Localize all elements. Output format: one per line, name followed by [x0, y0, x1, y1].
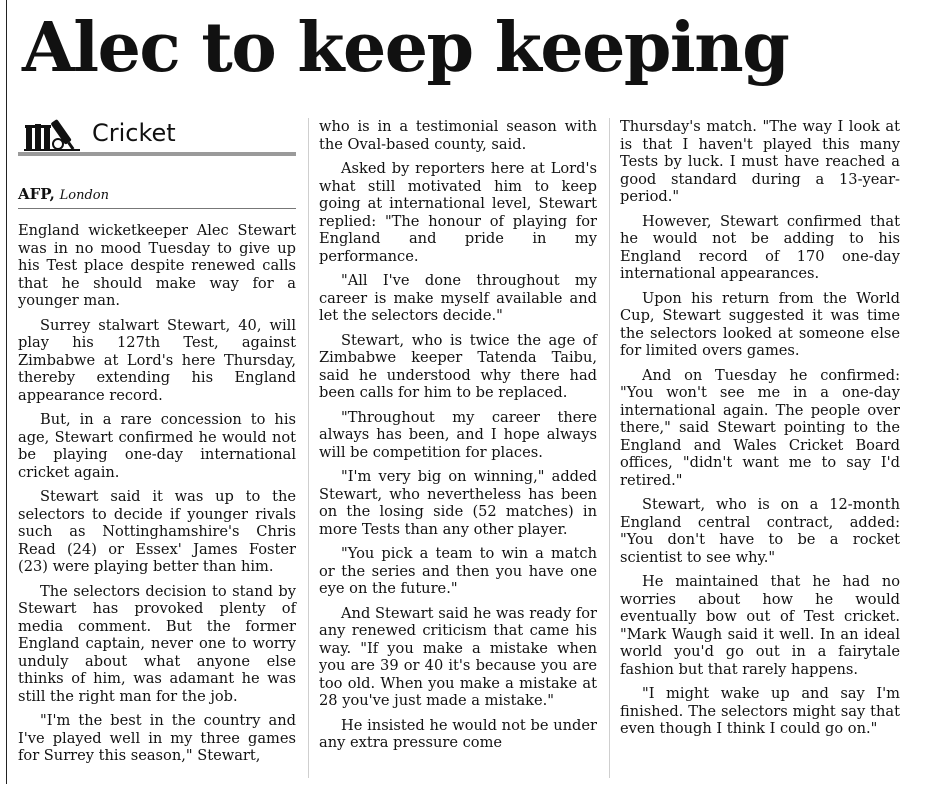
paragraph: He maintained that he had no worries about how he would eventually bow out of Test cricket. "Mark Waugh said it well. In an ideal world you'd go out in a fairytale fashion but that rarely happens.: [620, 573, 900, 678]
column-divider: [308, 118, 309, 778]
section-header: [18, 112, 296, 156]
paragraph: "You pick a team to win a match or the series and then you have one eye on the future.": [319, 545, 597, 597]
paragraph: And on Tuesday he confirmed: "You won't see me in a one-day international again. The people over there," said Stewart pointing to the England and Wales Cricket Board offices, "didn't want me to say I'd retired.": [620, 366, 900, 489]
byline: [18, 184, 109, 206]
paragraph: "All I've done throughout my career is make myself available and let the selectors decide.": [319, 272, 597, 324]
headline: Alec to keep keeping: [22, 8, 789, 88]
paragraph: Thursday's match. "The way I look at is that I haven't played this many Tests by luck. I must have reached a good standard during a 13-year-period.": [620, 118, 900, 205]
paragraph: "I'm the best in the country and I've played well in my three games for Surrey this season," Stewart,: [18, 712, 296, 764]
paragraph: Stewart, who is on a 12-month England central contract, added: "You don't have to be a rocket scientist to see why.": [620, 496, 900, 566]
paragraph: Stewart, who is twice the age of Zimbabwe keeper Tatenda Taibu, said he understood why there had been calls for him to be replaced.: [319, 331, 597, 401]
section-rule: [18, 152, 296, 156]
paragraph: "Throughout my career there always has been, and I hope always will be competition for places.: [319, 408, 597, 461]
paragraph: Asked by reporters here at Lord's what still motivated him to keep going at international level, Stewart replied: "The honour of playing for England and pride in my performance.: [319, 160, 597, 265]
paragraph: But, in a rare concession to his age, Stewart confirmed he would not be playing one-day international cricket again.: [18, 411, 296, 481]
column-divider: [609, 118, 610, 778]
paragraph: England wicketkeeper Alec Stewart was in no mood Tuesday to give up his Test place despite renewed calls that he should make way for a younger man.: [18, 222, 296, 309]
paragraph: Upon his return from the World Cup, Stewart suggested it was time the selectors looked at someone else for limited overs games.: [620, 289, 900, 359]
paragraph: "I'm very big on winning," added Stewart, who nevertheless has been on the losing side (52 matches) in more Tests than any other player.: [319, 468, 597, 538]
paragraph: However, Stewart confirmed that he would not be adding to his England record of 170 one-day international appearances.: [620, 212, 900, 282]
byline-location: London: [59, 188, 109, 203]
paragraph: Surrey stalwart Stewart, 40, will play his 127th Test, against Zimbabwe at Lord's here Thursday, thereby extending his England appearance record.: [18, 316, 296, 404]
paragraph: Stewart said it was up to the selectors to decide if younger rivals such as Nottinghamshire's Chris Read (24) or Essex' James Foster (23) were playing better than him.: [18, 488, 296, 575]
paragraph: The selectors decision to stand by Stewart has provoked plenty of media comment. But the former England captain, never one to worry unduly about what anyone else thinks of him, was adamant he was still the right man for the job.: [18, 582, 296, 705]
paragraph: And Stewart said he was ready for any renewed criticism that came his way. "If you make a mistake when you are 39 or 40 it's because you are too old. When you make a mistake at 28 you've just made a mistake.": [319, 604, 597, 709]
byline-agency: AFP,: [18, 185, 55, 203]
paragraph: "I might wake up and say I'm finished. The selectors might say that even though I think I could go on.": [620, 685, 900, 737]
byline-rule: [18, 208, 296, 209]
paragraph: He insisted he would not be under any extra pressure come: [319, 716, 597, 751]
cricket-bat-ball-icon: [24, 114, 80, 152]
paragraph: who is in a testimonial season with the Oval-based county, said.: [319, 118, 597, 153]
page-left-rule: [6, 0, 7, 784]
article-column-2: [319, 118, 597, 759]
article-column-1: [18, 222, 296, 772]
article-column-3: [620, 118, 900, 745]
section-label: Cricket: [92, 119, 176, 147]
